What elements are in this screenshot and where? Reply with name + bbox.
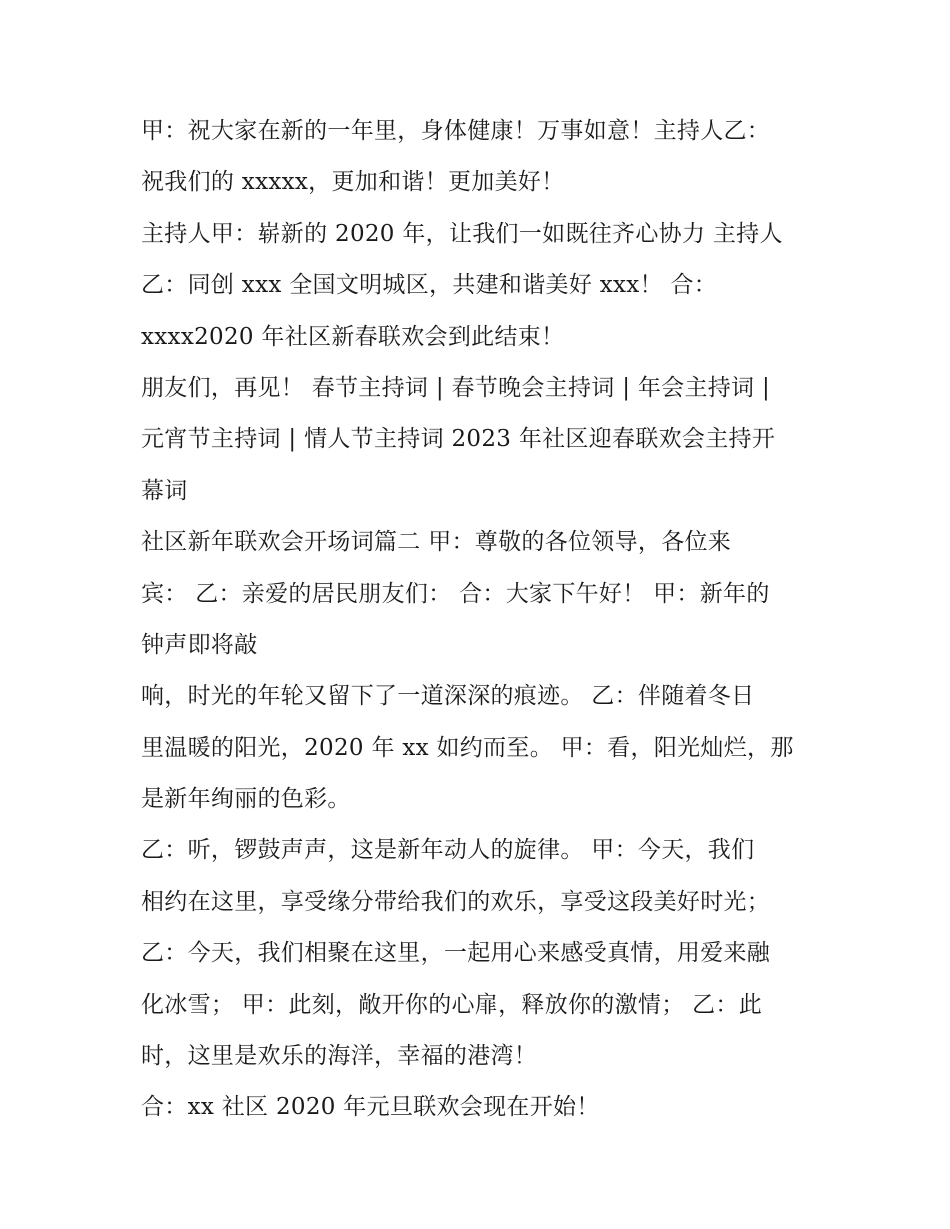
text-line: 里温暖的阳光，2020 年 xx 如约而至。 甲：看，阳光灿烂，那 xyxy=(141,734,794,761)
text-line: 时，这里是欢乐的海洋，幸福的港湾！ xyxy=(141,1043,538,1070)
text-line: xxxx2020 年社区新春联欢会到此结束！ xyxy=(141,323,565,350)
text-line: 甲：祝大家在新的一年里，身体健康！万事如意！主持人乙： xyxy=(141,118,771,144)
text-line: 社区新年联欢会开场词篇二 甲：尊敬的各位领导，各位来 xyxy=(141,529,732,556)
text-line: 响，时光的年轮又留下了一道深深的痕迹。 乙：伴随着冬日 xyxy=(141,683,755,710)
text-line: 是新年绚丽的色彩。 xyxy=(141,786,351,813)
text-line: 钟声即将敲 xyxy=(141,631,258,658)
text-line: 宾： 乙：亲爱的居民朋友们： 合：大家下午好！ 甲：新年的 xyxy=(141,580,770,607)
text-line: 祝我们的 xxxxx，更加和谐！更加美好！ xyxy=(141,169,565,196)
document-body xyxy=(141,106,831,1134)
text-line: 元宵节主持词 | 情人节主持词 2023 年社区迎春联欢会主持开 xyxy=(141,426,776,453)
text-line: 主持人甲：崭新的 2020 年，让我们一如既往齐心协力 主持人 xyxy=(141,220,783,247)
text-line: 化冰雪； 甲：此刻，敞开你的心扉，释放你的激情； 乙：此 xyxy=(141,991,763,1018)
text-line: 幕词 xyxy=(141,477,188,504)
text-line: 乙：今天，我们相聚在这里，一起用心来感受真情，用爱来融 xyxy=(141,940,771,967)
text-line: 相约在这里，享受缘分带给我们的欢乐，享受这段美好时光； xyxy=(141,888,771,915)
text-line: 朋友们，再见！ 春节主持词 | 春节晚会主持词 | 年会主持词 | xyxy=(141,374,771,401)
text-line: 合：xx 社区 2020 年元旦联欢会现在开始！ xyxy=(141,1094,600,1121)
text-line: 乙：听，锣鼓声声，这是新年动人的旋律。 甲：今天，我们 xyxy=(141,837,755,864)
text-line: 乙：同创 xxx 全国文明城区，共建和谐美好 xxx！ 合： xyxy=(141,272,718,299)
